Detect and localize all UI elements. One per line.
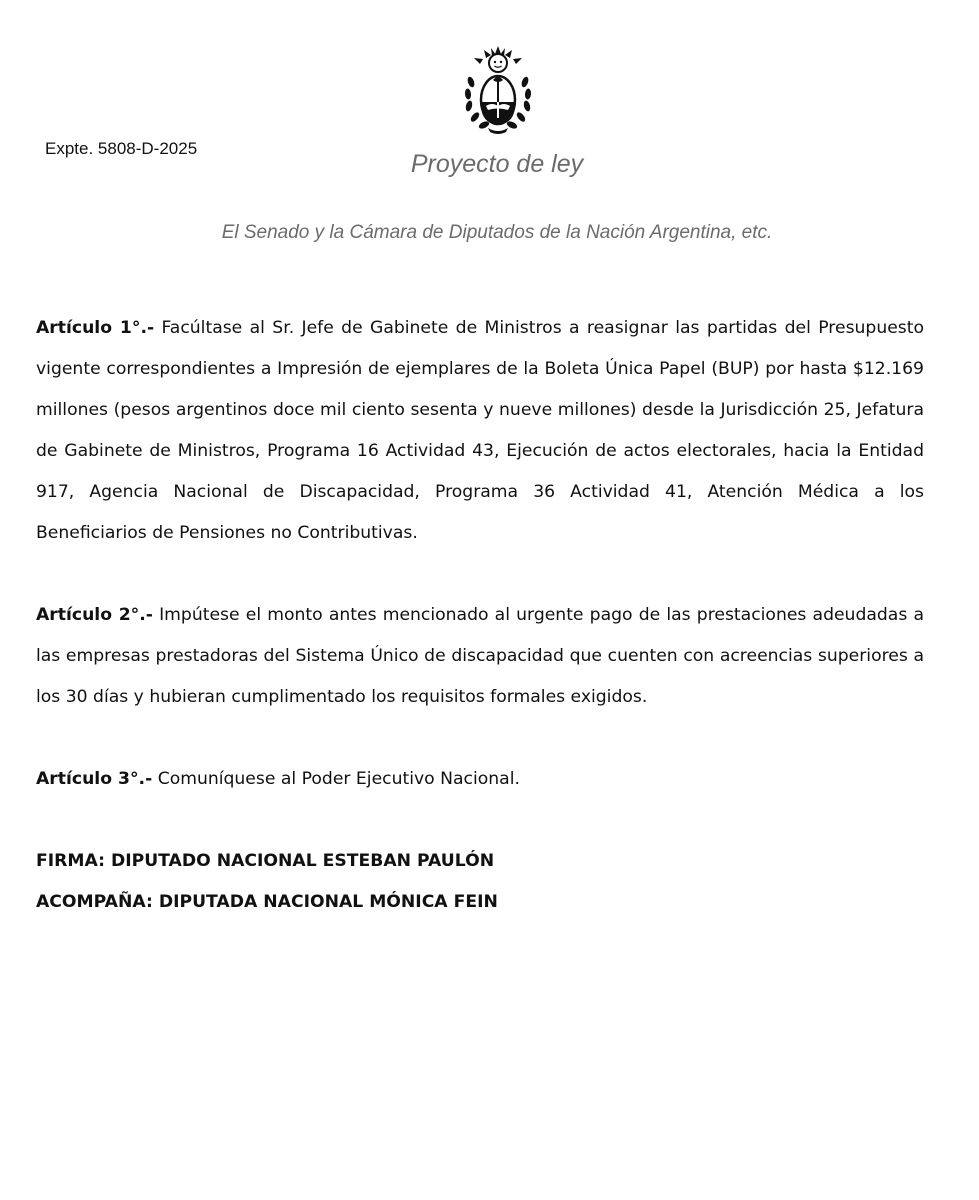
article-text: Comuníquese al Poder Ejecutivo Nacional.: [157, 769, 520, 789]
document-body: [36, 308, 924, 923]
signature-block: [36, 841, 924, 923]
preamble: El Senado y la Cámara de Diputados de la Nación Argentina, etc.: [221, 222, 773, 243]
expediente-number: Expte. 5808-D-2025: [45, 139, 198, 158]
signature-acompana: ACOMPAÑA: DIPUTADA NACIONAL MÓNICA FEIN: [36, 892, 498, 912]
article-1: [36, 308, 924, 554]
article-2: [36, 595, 924, 718]
article-label: Artículo 3°.-: [36, 769, 153, 789]
coat-of-arms-icon: [462, 44, 534, 136]
article-3: [36, 759, 924, 800]
signature-firma: FIRMA: DIPUTADO NACIONAL ESTEBAN PAULÓN: [36, 851, 495, 871]
article-text: Impútese el monto antes mencionado al urgente pago de las prestaciones adeudadas a las empresas prestadoras del Sistema Único de discapacidad que cuenten con acreencias superiores a los 30 días y hubieran cumplimentado los requisitos formales exigidos.: [36, 605, 924, 707]
article-label: Artículo 1°.-: [36, 318, 155, 338]
article-label: Artículo 2°.-: [36, 605, 153, 625]
article-text: Facúltase al Sr. Jefe de Gabinete de Ministros a reasignar las partidas del Presupuesto vigente correspondientes a Impresión de ejemplares de la Boleta Única Papel (BUP) por hasta $12.169 millones (pesos argentinos doce mil ciento sesenta y nueve millones) desde la Jurisdicción 25, Jefatura de Gabinete de Ministros, Programa 16 Actividad 43, Ejecución de actos electorales, hacia la Entidad 917, Agencia Nacional de Discapacidad, Programa 36 Actividad 41, Atención Médica a los Beneficiarios de Pensiones no Contributivas.: [36, 318, 925, 543]
document-title: Proyecto de ley: [410, 150, 584, 178]
